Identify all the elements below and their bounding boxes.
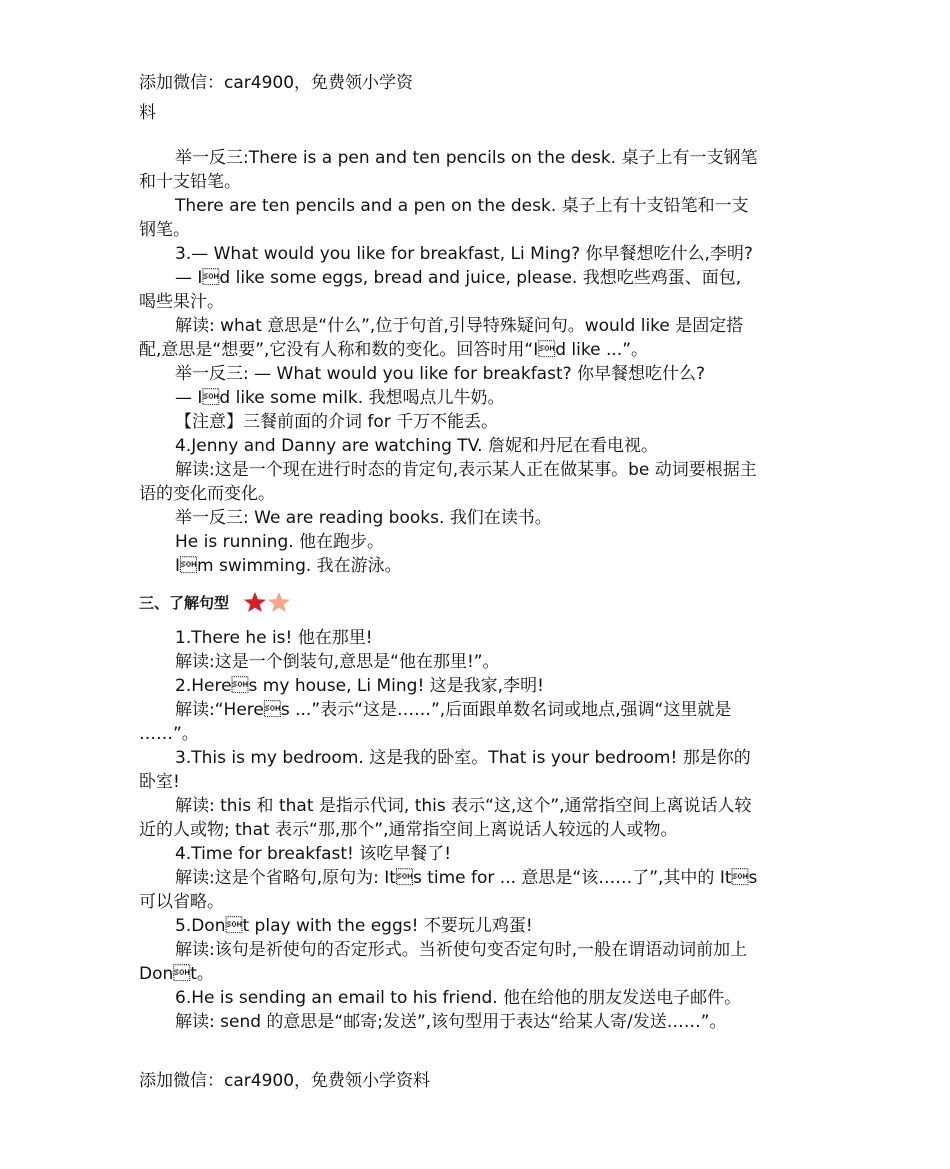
lines-part-2 — [139, 626, 807, 1034]
text-line: 解读: send 的意思是“邮寄;发送”,该句型用于表达“给某人寄/发送……”。 — [175, 1012, 727, 1032]
text-line: 3.— What would you like for breakfast, Li Ming? 你早餐想吃什么,李明? — [175, 244, 753, 264]
text-line: 解读:该句是祈使句的否定形式。当祈使句变否定句时,一般在谓语动词前加上 — [175, 940, 748, 960]
rating-stars — [243, 591, 291, 613]
text-line: Im swimming. 我在游泳。 — [175, 556, 402, 576]
text-line: ……”。 — [139, 724, 199, 744]
text-line: — Id like some milk. 我想喝点儿牛奶。 — [175, 388, 505, 408]
text-line: 6.He is sending an email to his friend. 他在给他的朋友发送电子邮件。 — [175, 988, 742, 1008]
text-line: Dont。 — [139, 964, 214, 984]
page-footer: 添加微信：car4900，免费领小学资料 — [139, 1071, 431, 1091]
page-header — [139, 68, 459, 128]
text-line: 举一反三: We are reading books. 我们在读书。 — [175, 508, 552, 528]
section-title: 三、了解句型 — [139, 593, 230, 612]
star-half-icon — [267, 591, 291, 613]
text-line: 配,意思是“想要”,它没有人称和数的变化。回答时用“Id like ...”。 — [139, 340, 649, 360]
text-line: 举一反三: — What would you like for breakfast? 你早餐想吃什么? — [175, 364, 706, 384]
text-line: 举一反三:There is a pen and ten pencils on the desk. 桌子上有一支钢笔 — [175, 148, 758, 168]
text-line: 解读:这是一个倒装句,意思是“他在那里!”。 — [175, 652, 500, 672]
document-body — [139, 146, 807, 1034]
text-line: 解读: this 和 that 是指示代词, this 表示“这,这个”,通常指空间上离说话人较 — [175, 796, 752, 816]
text-line: 钢笔。 — [139, 220, 190, 240]
header-line-2: 料 — [139, 103, 156, 123]
star-full-icon — [243, 591, 267, 613]
text-line: — Id like some eggs, bread and juice, please. 我想吃些鸡蛋、面包, — [175, 268, 742, 288]
section-heading — [139, 582, 807, 622]
text-line: 4.Jenny and Danny are watching TV. 詹妮和丹尼在看电视。 — [175, 436, 658, 456]
text-line: 可以省略。 — [139, 892, 224, 912]
text-line: 3.This is my bedroom. 这是我的卧室。That is your bedroom! 那是你的 — [175, 748, 751, 768]
text-line: 4.Time for breakfast! 该吃早餐了! — [175, 844, 452, 864]
text-line: 和十支铅笔。 — [139, 172, 241, 192]
header-line-1: 添加微信：car4900，免费领小学资 — [139, 73, 414, 93]
text-line: 卧室! — [139, 772, 180, 792]
text-line: 解读:这是个省略句,原句为: Its time for ... 意思是“该……了”,其中的 Its — [175, 868, 758, 888]
text-line: 语的变化而变化。 — [139, 484, 275, 504]
text-line: 5.Dont play with the eggs! 不要玩儿鸡蛋! — [175, 916, 533, 936]
text-line: 1.There he is! 他在那里! — [175, 628, 373, 648]
text-line: 【注意】三餐前面的介词 for 千万不能丢。 — [175, 412, 499, 432]
text-line: He is running. 他在跑步。 — [175, 532, 385, 552]
lines-part-1 — [139, 146, 807, 578]
text-line: There are ten pencils and a pen on the desk. 桌子上有十支铅笔和一支 — [175, 196, 749, 216]
text-line: 喝些果汁。 — [139, 292, 224, 312]
text-line: 解读:这是一个现在进行时态的肯定句,表示某人正在做某事。be 动词要根据主 — [175, 460, 757, 480]
text-line: 解读: what 意思是“什么”,位于句首,引导特殊疑问句。would like 是固定搭 — [175, 316, 744, 336]
text-line: 解读:“Heres ...”表示“这是……”,后面跟单数名词或地点,强调“这里就是 — [175, 700, 732, 720]
text-line: 近的人或物; that 表示“那,那个”,通常指空间上离说话人较远的人或物。 — [139, 820, 678, 840]
text-line: 2.Heres my house, Li Ming! 这是我家,李明! — [175, 676, 544, 696]
